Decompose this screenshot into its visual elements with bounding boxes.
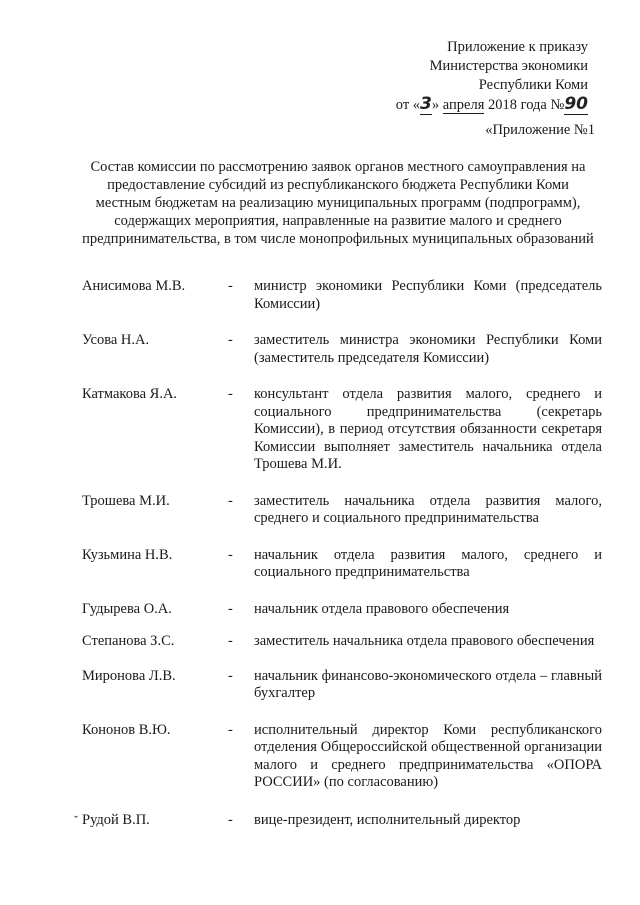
member-dash: - [228,600,233,617]
member-row [82,493,602,528]
order-date-line [396,95,588,115]
member-role: заместитель начальника отдела правового обеспечения [254,633,595,649]
member-row [74,811,602,830]
member-row [82,722,602,792]
order-number-handwritten: 90 [564,94,588,114]
member-role: начальник отдела развития малого, среднего и социального предпринимательства [254,546,602,580]
order-middle: » [431,97,443,113]
member-name: Катмакова Я.А. [82,386,178,402]
member-name: Степанова З.С. [82,633,175,649]
member-dash: - [228,667,233,684]
member-dash: - [228,492,233,509]
member-role: заместитель министра экономики Республики Коми (заместитель председателя Комиссии) [254,332,602,366]
member-dash: - [228,386,233,402]
member-dash: - [228,811,233,828]
member-role: начальник финансово-экономического отдела – главный бухгалтер [254,667,602,701]
order-day-handwritten: 3 [420,94,432,114]
member-name: Трошева М.И. [82,492,170,509]
appendix-reference: «Приложение №1 [485,122,595,138]
member-dash: - [228,546,233,563]
approval-header [396,38,588,115]
member-row [82,668,602,703]
member-row [82,633,602,651]
header-line-1: Приложение к приказу [447,39,588,55]
member-name: Кононов В.Ю. [82,721,171,738]
member-row [82,278,602,313]
member-row [82,547,602,582]
member-role: начальник отдела правового обеспечения [254,600,510,617]
member-name: Кузьмина Н.В. [82,546,173,563]
member-role: исполнительный директор Коми республиканского отделения Общероссийской общественной организации малого и среднего предпринимательства «ОПОРА РОССИИ» (по согласованию) [254,721,602,790]
member-name: Усова Н.А. [82,332,150,348]
member-dash: - [228,721,233,738]
member-name: Гудырева О.А. [82,600,172,617]
member-role: заместитель начальника отдела развития малого, среднего и социального предпринимательства [254,492,602,526]
header-line-3: Республики Коми [478,77,588,93]
member-role: вице-президент, исполнительный директор [254,811,521,828]
member-name: Миронова Л.В. [82,667,176,684]
member-row [82,332,602,367]
member-dash: - [228,332,233,348]
member-name: Анисимова М.В. [82,278,186,294]
header-line-2: Министерства экономики [429,58,588,74]
member-row [82,601,602,619]
document-title: Состав комиссии по рассмотрению заявок органов местного самоуправления на предоставление субсидий из республиканского бюджета Республики Коми местным бюджетам на реализацию муниципальных программ (подпрограмм), содержащих мероприятия, направленные на развитие малого и среднего предпринимательства, в том числе монопрофильных муниципальных образований [82,159,594,247]
member-role: министр экономики Республики Коми (председатель Комиссии) [254,278,602,312]
member-dash: - [228,633,233,649]
commission-members-list [74,278,602,829]
order-prefix: от « [395,97,421,113]
order-month: апреля [442,97,485,113]
member-dash: - [228,278,233,294]
member-role: консультант отдела развития малого, среднего и социального предпринимательства (секретарь Комиссии), в период отсутствия обязанности секретаря Комиссии выполняет заместитель начальника отдела Трошева М.И. [254,386,602,472]
member-name: Рудой В.П. [82,811,150,828]
check-mark-icon: ˇ [74,812,78,827]
member-row [82,386,602,474]
order-year: 2018 года № [484,97,565,113]
